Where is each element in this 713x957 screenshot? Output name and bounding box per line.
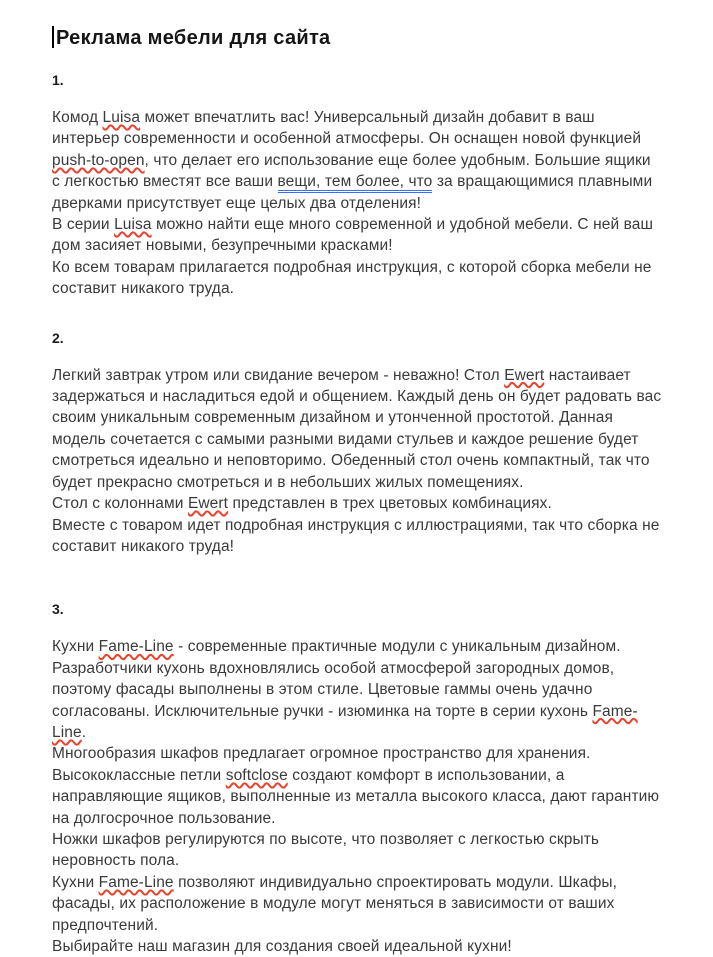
section-1-number: 1.: [52, 72, 64, 88]
body-paragraph: [52, 493, 662, 514]
text-run: , что делает его использование еще более удобным. Большие ящики с легкостью вместят все ваши: [52, 151, 651, 191]
text-run: Легкий завтрак утром или свидание вечером - неважно! Стол: [52, 366, 505, 384]
spellcheck-error-word: Fame-Line: [98, 638, 174, 656]
text-run: Вместе с товаром идет подробная инструкция с иллюстрациями, так что сборка не составит никакого труда!: [52, 516, 660, 555]
body-paragraph: [52, 872, 662, 936]
body-paragraph: [52, 515, 662, 558]
text-run: Выбирайте наш магазин для создания своей идеальной кухни!: [52, 938, 512, 955]
text-run: Кухни: [52, 873, 99, 891]
text-run: можно найти еще много современной и удобной мебели. С ней ваш дом засияет новыми, безупречными красками!: [52, 216, 654, 255]
spellcheck-error-word: Ewert: [187, 495, 229, 513]
section-3-number: 3.: [52, 601, 64, 618]
text-run: .: [81, 723, 87, 741]
text-run: может впечатлить вас! Универсальный дизайн добавит в ваш интерьер современности и особенной атмосферы. Он оснащен новой функцией: [52, 109, 642, 148]
text-run: настаивает задержаться и насладиться едой и общением. Каждый день он будет радовать вас своим уникальным современным дизайном и утонченной простотой. Данная модель сочетается с самыми разными видами стульев и каждое решение будет смотреться идеально и неповторимо. Обеденный стол очень компактный, так что будет прекрасно смотреться и в небольших жилых помещениях.: [52, 366, 662, 491]
text-run: Многообразия шкафов предлагает огромное пространство для хранения. Высококлассные петли: [52, 745, 591, 784]
spellcheck-error-word: Fame-Line: [98, 873, 174, 891]
spellcheck-error-word: Ewert: [504, 366, 545, 384]
text-run: Стол с колоннами: [52, 495, 188, 513]
text-run: Комод: [52, 109, 103, 126]
body-paragraph: [52, 257, 662, 300]
text-run: - современные практичные модули с уникальным дизайном. Разработчики кухонь вдохновлялись особой атмосферой загородных домов, поэтому фасады выполнены в этом стиле. Цветовые гаммы очень удачно согласованы. Исключительные ручки - изюминка на торте в серии кухонь: [52, 638, 621, 720]
body-paragraph: [52, 107, 662, 214]
body-paragraph: [52, 743, 662, 829]
text-run: создают комфорт в использовании, а направляющие ящиков, выполненные из металла высокого класса, дают гарантию на долгосрочное пользование.: [52, 766, 660, 827]
text-cursor: [52, 26, 54, 48]
spellcheck-error-word: softclose: [225, 766, 288, 784]
text-run: Кухни: [52, 638, 99, 656]
text-run: позволяют индивидуально спроектировать модули. Шкафы, фасады, их расположение в модуле могут меняться в зависимости от ваших предпочтений.: [52, 873, 618, 934]
body-paragraph: [52, 636, 662, 743]
document-title: [52, 24, 663, 52]
spellcheck-error-word: Luisa: [102, 109, 141, 126]
spellcheck-error-word: push-to-open: [52, 151, 145, 169]
text-run: за вращающимися плавными дверками присутствует еще целых два отделения!: [52, 173, 653, 212]
text-run: В серии: [52, 216, 115, 234]
body-paragraph: [52, 829, 662, 872]
document-title-text: Реклама мебели для сайта: [56, 27, 331, 49]
spellcheck-error-word: Luisa: [114, 216, 152, 234]
section-2-number: 2.: [52, 329, 64, 346]
body-paragraph: [52, 214, 662, 257]
grammar-suggestion-phrase: вещи, тем более, что: [278, 173, 433, 193]
spellcheck-error-word: Fame-Line: [52, 702, 638, 741]
body-paragraph: [52, 365, 662, 493]
text-run: представлен в трех цветовых комбинациях.: [228, 495, 552, 513]
text-run: Ножки шкафов регулируются по высоте, что позволяет с легкостью скрыть неровность пола.: [52, 830, 600, 870]
text-run: Ко всем товарам прилагается подробная инструкция, с которой сборка мебели не составит никакого труда.: [52, 258, 652, 298]
